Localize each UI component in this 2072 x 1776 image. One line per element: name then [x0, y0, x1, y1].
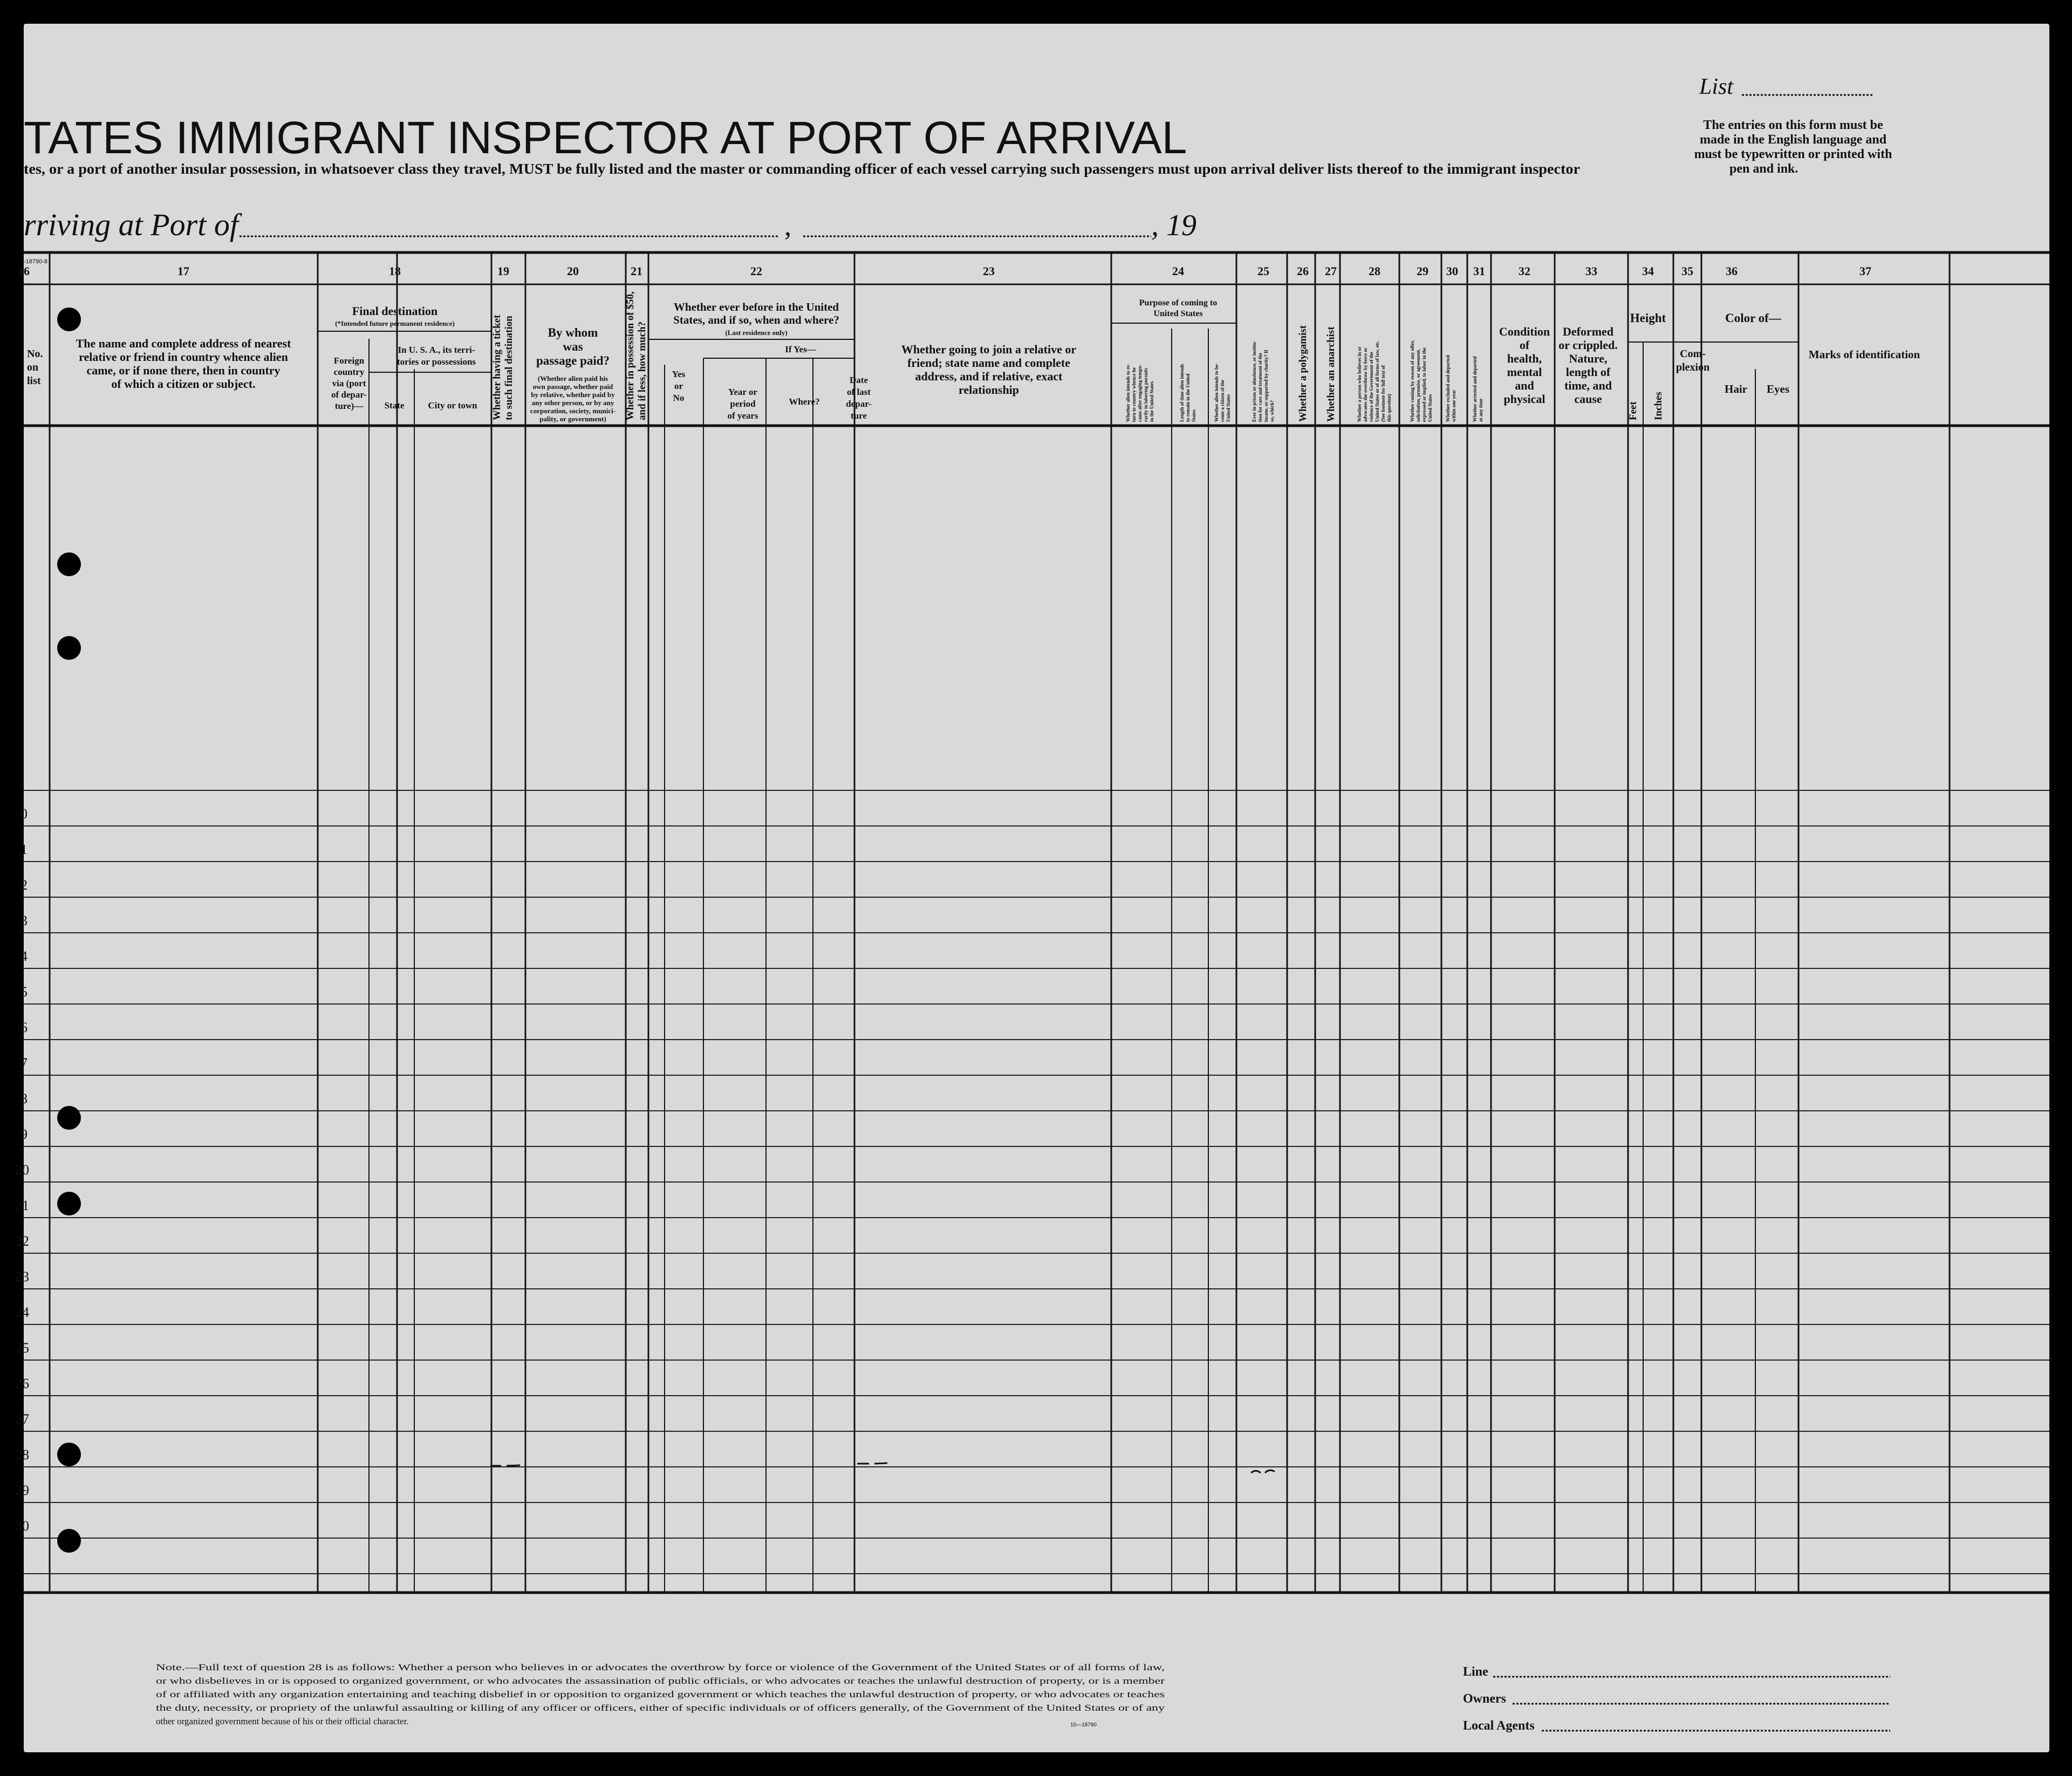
row-number: 5: [20, 984, 28, 1000]
col36-title: Color of—: [1725, 311, 1781, 325]
footnote-line: Note.—Full text of question 28 is as follows: Whether a person who believes in or advocates the overthrow by force or violence of the Government of the United States or of all forms of law,: [156, 1662, 1165, 1672]
ink-mark: [490, 1465, 520, 1466]
row-number: 7: [20, 1055, 28, 1071]
print-code: 10—18790: [1070, 1722, 1097, 1728]
header-col-26-27: [1297, 325, 1337, 422]
col20-note: own passage, whether paid: [532, 382, 613, 391]
col24-sub: Length of time alien intends: [1179, 364, 1185, 422]
col29-line: expressed or implied, to labor in the: [1421, 347, 1427, 422]
col20-title: was: [563, 340, 583, 353]
col-num-21: 21: [631, 264, 642, 278]
col27-line: Whether an anarchist: [1325, 326, 1337, 422]
col35-line: plexion: [1676, 361, 1710, 373]
arriving-port-label: rriving at Port of: [24, 207, 238, 242]
col20-note: any other person, or by any: [531, 399, 614, 407]
col18-usa: In U. S. A., its terri-: [398, 345, 475, 355]
manifest-sheet: [15, 24, 2049, 1752]
header-col-18: [331, 304, 477, 411]
row-number: 26: [15, 1376, 29, 1391]
col29-line: United States: [1427, 394, 1433, 422]
col18-title: Final destination: [352, 304, 438, 318]
col25-line: Ever in prison or almshouse, or institu-: [1252, 340, 1257, 422]
col30-line: within one year: [1451, 390, 1456, 422]
col16-line: on: [27, 361, 39, 373]
col20-title: By whom: [548, 326, 598, 339]
col18-city: City or town: [428, 400, 477, 411]
row-number: 25: [15, 1340, 29, 1356]
owners-label: Owners: [1463, 1692, 1506, 1706]
question-28-footnote: [156, 1662, 1165, 1726]
col33-line: cause: [1574, 392, 1602, 406]
col-num-25: 25: [1257, 264, 1269, 278]
footnote-line: other organized government because of his or their official character.: [156, 1716, 409, 1726]
col36-eyes: Eyes: [1767, 382, 1789, 395]
row-number: 0: [20, 806, 28, 822]
col18-foreign: of depar-: [331, 390, 367, 400]
col35-line: Com-: [1680, 348, 1706, 360]
col18-foreign: Foreign: [333, 356, 365, 366]
row-number: 29: [15, 1483, 29, 1498]
col22-title: Whether ever before in the United: [673, 300, 839, 313]
local-agents-label: Local Agents: [1463, 1719, 1535, 1733]
col-num-26: 26: [1297, 264, 1309, 278]
col22-departure: ture: [851, 411, 867, 421]
col-num-20: 20: [567, 264, 579, 278]
footnote-line: of or affiliated with any organization entertaining and teaching disbelief in or opposition to organized government or which teaches the unlawful destruction of property, or who advocates or teaches: [156, 1689, 1165, 1699]
binder-hole: [57, 1106, 81, 1130]
col28-line: United States or of all forms of law, etc.: [1375, 340, 1380, 422]
col22-yesno: Yes: [672, 369, 686, 379]
col32-line: and: [1515, 379, 1534, 392]
instruction-line-3: must be typewritten or printed with: [1694, 147, 1892, 161]
col18-foreign: ture)—: [334, 401, 364, 411]
data-rows: [24, 790, 2049, 1574]
header-col-17: [76, 337, 292, 391]
form-code: -18790-8: [24, 258, 48, 265]
header-col-35: [1676, 348, 1709, 373]
col34-title: Height: [1630, 311, 1666, 325]
row-number: 28: [15, 1447, 29, 1463]
col32-line: physical: [1503, 392, 1546, 406]
col-num-29: 29: [1417, 264, 1428, 278]
col28-line: Whether a person who believes in or: [1357, 346, 1362, 422]
col17-line: came, or if none there, then in country: [86, 364, 281, 377]
instruction-line-1: The entries on this form must be: [1703, 118, 1883, 132]
col20-title: passage paid?: [536, 354, 610, 367]
instruction-line-4: pen and ink.: [1729, 162, 1799, 176]
header-col-30-31: [1445, 355, 1483, 422]
row-number: 6: [20, 1020, 28, 1035]
ink-mark: [1251, 1470, 1275, 1473]
col37-line: Marks of identification: [1808, 348, 1920, 361]
binder-hole: [57, 1443, 81, 1466]
col23-line: Whether going to join a relative or: [901, 343, 1077, 356]
column-headers: [27, 291, 1920, 423]
col22-departure: depar-: [846, 399, 872, 409]
col22-note: (Last residence only): [725, 329, 788, 337]
header-col-29: [1410, 340, 1433, 422]
year-prefix: , 19: [1151, 209, 1196, 242]
col22-where: Where?: [789, 397, 820, 407]
col32-line: of: [1519, 338, 1530, 352]
row-number: 4: [20, 948, 28, 964]
col24-sub: rarily in laboring pursuits: [1143, 367, 1148, 422]
instruction-line-2: made in the English language and: [1699, 133, 1887, 147]
header-col-20: [530, 326, 616, 423]
row-number: 21: [15, 1198, 29, 1213]
col32-line: mental: [1507, 365, 1542, 379]
col26-line: Whether a polygamist: [1297, 325, 1309, 422]
col17-line: relative or friend in country whence alien: [79, 350, 288, 364]
col-num-18: 18: [389, 264, 401, 278]
col18-usa: tories or possessions: [396, 357, 476, 367]
col-num-17: 17: [177, 264, 189, 278]
col33-line: time, and: [1564, 379, 1612, 392]
col-num-19: 19: [497, 264, 509, 278]
col20-note: pality, or government): [539, 415, 606, 423]
header-col-25: [1252, 341, 1275, 422]
col16-line: No.: [27, 348, 43, 360]
col18-note: (*Intended future permanent residence): [335, 319, 455, 327]
col19-line: to such final destination: [503, 316, 515, 420]
binder-hole: [57, 636, 81, 660]
col-num-34: 34: [1642, 264, 1654, 278]
instructions-box: [1694, 118, 1892, 176]
col-num-36: 36: [1726, 264, 1738, 278]
binder-hole: [57, 552, 81, 576]
col22-title: States, and if so, when and where?: [673, 313, 839, 326]
col30-line: Whether excluded and deported: [1445, 355, 1451, 422]
header-col-24: [1125, 298, 1231, 422]
col28-line: violence of the Government of the: [1369, 352, 1374, 422]
col21-line: Whether in possession of $50,: [625, 291, 636, 420]
col22-years: period: [730, 399, 756, 409]
row-number: 9: [20, 1126, 28, 1142]
col24-sub: States: [1191, 409, 1196, 422]
col-num-33: 33: [1585, 264, 1597, 278]
col17-line: of which a citizen or subject.: [111, 377, 256, 391]
col22-yesno: or: [674, 381, 683, 391]
header-col-28: [1357, 340, 1392, 422]
col31-line: at any time: [1478, 399, 1483, 422]
col32-line: Condition: [1499, 325, 1550, 338]
col22-departure: of last: [847, 387, 871, 397]
col24-sub: Whether alien intends to be-: [1214, 363, 1219, 422]
col-num-23: 23: [983, 264, 995, 278]
header-col-32: [1499, 325, 1550, 406]
col20-note: corporation, society, munici-: [530, 407, 616, 415]
col24-sub: to remain in the United: [1185, 373, 1191, 422]
header-col-21: [625, 291, 648, 420]
row-number: 8: [20, 1091, 28, 1106]
header-col-37: [1809, 348, 1920, 361]
col28-line: this question): [1386, 394, 1392, 422]
header-col-36: [1725, 311, 1789, 395]
col23-line: friend; state name and complete: [907, 356, 1070, 370]
binder-hole: [57, 1529, 81, 1553]
col33-line: Nature,: [1569, 352, 1608, 365]
header-col-33: [1558, 325, 1618, 406]
col34-inches: Inches: [1653, 392, 1664, 420]
col29-line: Whether coming by reason of any offer,: [1410, 340, 1415, 422]
col23-line: relationship: [958, 383, 1020, 397]
col22-if-yes: If Yes—: [785, 344, 816, 354]
col25-line: insane, or supported by charity? If: [1263, 350, 1269, 422]
col31-line: Whether arrested and deported: [1472, 356, 1478, 422]
header-col-22: [672, 300, 872, 421]
footnote-line: or who disbelieves in or is opposed to organized government, or who advocates the assassination of public officials, or who advocates or teaches the unlawful destruction of property, or is a member: [156, 1676, 1165, 1686]
form-subtitle: tes, or a port of another insular possession, in whatsoever class they travel, MUST be fully listed and the master or commanding officer of each vessel carrying such passengers must upon arrival deliver lists thereof to the immigrant inspector: [24, 161, 1581, 177]
col-num-31: 31: [1473, 264, 1485, 278]
row-number: 30: [15, 1518, 29, 1534]
binder-holes: [57, 308, 81, 1553]
header-col-19: [491, 315, 515, 420]
row-number: 3: [20, 913, 28, 928]
col-num-32: 32: [1519, 264, 1530, 278]
port-comma: ,: [784, 211, 791, 242]
col-num-22: 22: [750, 264, 762, 278]
header-col-23: [901, 343, 1076, 397]
list-label: List: [1699, 74, 1734, 99]
col18-foreign: country: [333, 367, 365, 377]
binder-hole: [57, 308, 81, 331]
row-number: 24: [15, 1304, 29, 1320]
col36-hair: Hair: [1725, 382, 1747, 395]
manifest-form: [15, 24, 2049, 1752]
ink-marks: [490, 1463, 1275, 1473]
row-numbers: [15, 806, 29, 1534]
col17-line: The name and complete address of nearest: [76, 337, 291, 350]
row-number: 20: [15, 1162, 29, 1178]
col24-title: Purpose of coming to: [1139, 298, 1218, 308]
form-title: TATES IMMIGRANT INSPECTOR AT PORT OF ARRIVAL: [24, 112, 1187, 163]
form-footer: [156, 1662, 1890, 1733]
col-num-28: 28: [1369, 264, 1380, 278]
col28-line: advocates the overthrow by force or: [1363, 347, 1368, 422]
col-num-30: 30: [1446, 264, 1458, 278]
col18-foreign: via (port: [332, 378, 366, 388]
col24-sub: United States: [1226, 394, 1231, 422]
ink-mark: [857, 1463, 887, 1464]
col22-yesno: No: [673, 393, 685, 403]
col25-line: tion for care and treatment of the: [1257, 353, 1263, 422]
table-frame: [24, 252, 2049, 1593]
col24-sub: Whether alien intends to re-: [1125, 364, 1131, 422]
col25-line: so, which?: [1269, 400, 1275, 422]
row-number: 23: [15, 1269, 29, 1285]
col23-line: address, and if relative, exact: [915, 370, 1063, 383]
col24-sub: turn to country whence he: [1131, 367, 1137, 422]
line-label: Line: [1463, 1665, 1488, 1679]
row-number: 27: [15, 1411, 29, 1427]
header-col-16: [27, 348, 43, 387]
col18-state: State: [384, 400, 405, 411]
col20-note: by relative, whether paid by: [531, 391, 615, 399]
col33-line: or crippled.: [1558, 338, 1618, 352]
col-num-24: 24: [1172, 264, 1184, 278]
col-num-37: 37: [1859, 264, 1871, 278]
header-col-34: [1627, 311, 1666, 420]
col16-line: list: [27, 375, 41, 387]
col28-line: (See footnote for full text of: [1380, 365, 1386, 422]
col20-note: (Whether alien paid his: [537, 374, 608, 382]
col22-years: of years: [727, 411, 758, 421]
col32-line: health,: [1507, 352, 1542, 365]
col22-departure: Date: [850, 375, 868, 385]
column-rules: [50, 252, 1950, 1593]
col-num-27: 27: [1325, 264, 1337, 278]
col24-sub: came after engaging tempo-: [1137, 364, 1143, 422]
col24-title: United States: [1153, 309, 1203, 318]
footnote-line: the duty, necessity, or propriety of the unlawful assaulting or killing of any officer or officers, either of specific individuals or of officers generally, of the Government of the United States or of any: [156, 1703, 1165, 1713]
form-header: [24, 74, 1892, 265]
row-number: 1: [20, 842, 28, 857]
col34-feet: Feet: [1627, 401, 1639, 420]
column-numbers: [18, 264, 1871, 278]
row-number: 2: [20, 877, 28, 893]
row-number: 22: [15, 1233, 29, 1249]
col29-line: solicitation, promise, or agreement,: [1415, 349, 1421, 422]
binder-hole: [57, 1192, 81, 1215]
col24-sub: in the United States: [1149, 381, 1154, 422]
col-num-16: 16: [18, 264, 30, 278]
col19-line: Whether having a ticket: [491, 315, 503, 420]
col21-line: and if less, how much?: [637, 321, 648, 420]
col-num-35: 35: [1681, 264, 1693, 278]
col24-sub: come a citizen of the: [1220, 380, 1225, 422]
col33-line: length of: [1565, 365, 1611, 379]
col33-line: Deformed: [1562, 325, 1614, 338]
col22-years: Year or: [728, 387, 757, 397]
